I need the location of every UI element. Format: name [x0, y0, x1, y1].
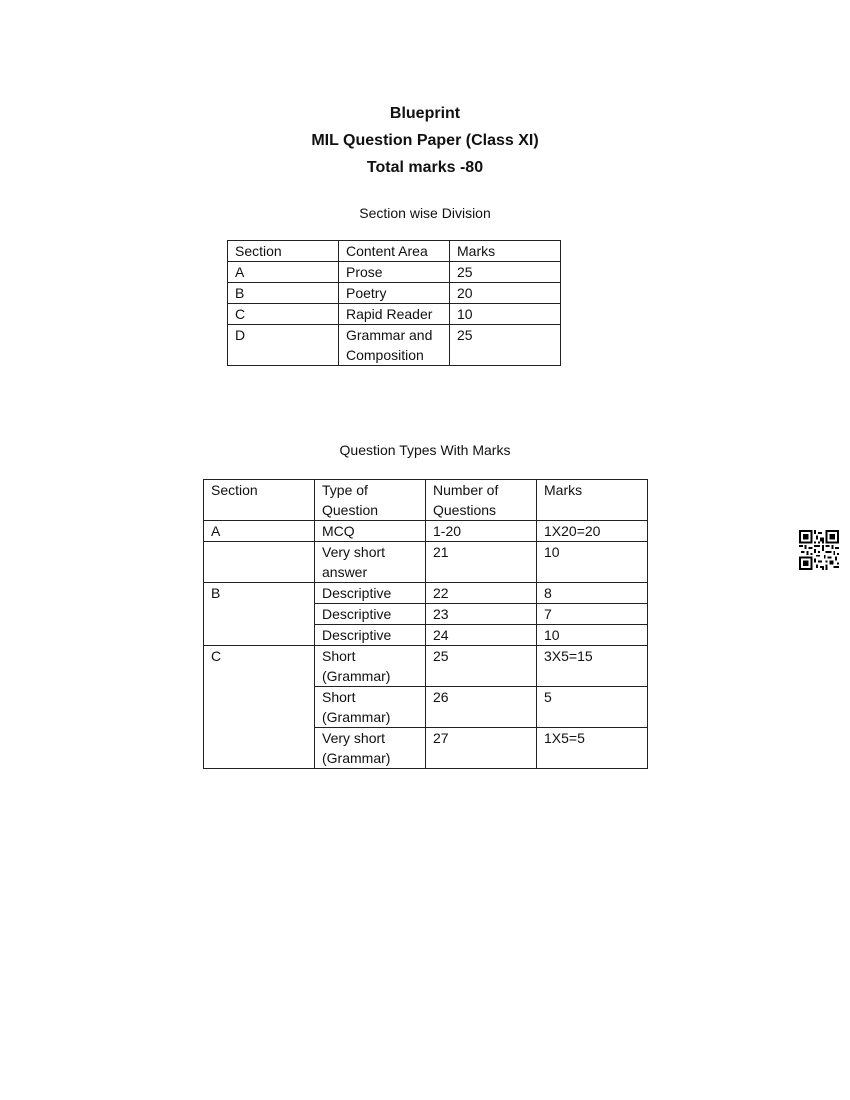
cell-type: Descriptive	[315, 625, 426, 646]
cell-type: Descriptive	[315, 604, 426, 625]
column-header-content-area: Content Area	[339, 241, 450, 262]
table-row	[204, 646, 648, 687]
question-types-heading: Question Types With Marks	[339, 442, 511, 458]
table-row	[204, 521, 648, 542]
cell-section	[204, 542, 315, 583]
cell-marks: 1X5=5	[537, 728, 648, 769]
cell-type: Very short answer	[315, 542, 426, 583]
table-row	[228, 304, 561, 325]
cell-section: C	[204, 646, 315, 769]
table-header-row	[204, 480, 648, 521]
cell-content-area: Grammar and Composition	[339, 325, 450, 366]
cell-number: 22	[426, 583, 537, 604]
cell-number: 26	[426, 687, 537, 728]
cell-type: Descriptive	[315, 583, 426, 604]
cell-number: 25	[426, 646, 537, 687]
qr-code-icon[interactable]	[799, 530, 839, 570]
cell-number: 24	[426, 625, 537, 646]
table-row	[204, 583, 648, 604]
cell-marks: 5	[537, 687, 648, 728]
table-row	[228, 262, 561, 283]
question-types-table	[203, 479, 648, 769]
section-division-heading: Section wise Division	[359, 205, 491, 221]
cell-section: B	[204, 583, 315, 646]
cell-marks: 7	[537, 604, 648, 625]
cell-type: MCQ	[315, 521, 426, 542]
cell-marks: 8	[537, 583, 648, 604]
cell-type: Very short (Grammar)	[315, 728, 426, 769]
document-title	[0, 100, 850, 181]
table-header-row	[228, 241, 561, 262]
table-row	[204, 542, 648, 583]
cell-section: B	[228, 283, 339, 304]
column-header-type: Type of Question	[315, 480, 426, 521]
cell-content-area: Prose	[339, 262, 450, 283]
cell-section: A	[204, 521, 315, 542]
column-header-marks: Marks	[537, 480, 648, 521]
cell-number: 23	[426, 604, 537, 625]
cell-marks: 25	[450, 325, 561, 366]
cell-number: 1-20	[426, 521, 537, 542]
section-division-table	[227, 240, 561, 366]
column-header-section: Section	[228, 241, 339, 262]
cell-marks: 10	[537, 542, 648, 583]
cell-type: Short (Grammar)	[315, 646, 426, 687]
column-header-number: Number of Questions	[426, 480, 537, 521]
cell-content-area: Poetry	[339, 283, 450, 304]
cell-marks: 1X20=20	[537, 521, 648, 542]
cell-type: Short (Grammar)	[315, 687, 426, 728]
column-header-section: Section	[204, 480, 315, 521]
cell-marks: 10	[537, 625, 648, 646]
cell-marks: 20	[450, 283, 561, 304]
cell-number: 27	[426, 728, 537, 769]
title-paper: MIL Question Paper (Class XI)	[311, 132, 539, 149]
title-total-marks: Total marks -80	[366, 159, 484, 176]
cell-marks: 3X5=15	[537, 646, 648, 687]
cell-number: 21	[426, 542, 537, 583]
cell-section: D	[228, 325, 339, 366]
cell-marks: 10	[450, 304, 561, 325]
cell-section: C	[228, 304, 339, 325]
column-header-marks: Marks	[450, 241, 561, 262]
cell-marks: 25	[450, 262, 561, 283]
cell-section: A	[228, 262, 339, 283]
table-row	[228, 325, 561, 366]
cell-content-area: Rapid Reader	[339, 304, 450, 325]
table-row	[228, 283, 561, 304]
title-blueprint: Blueprint	[389, 105, 461, 122]
